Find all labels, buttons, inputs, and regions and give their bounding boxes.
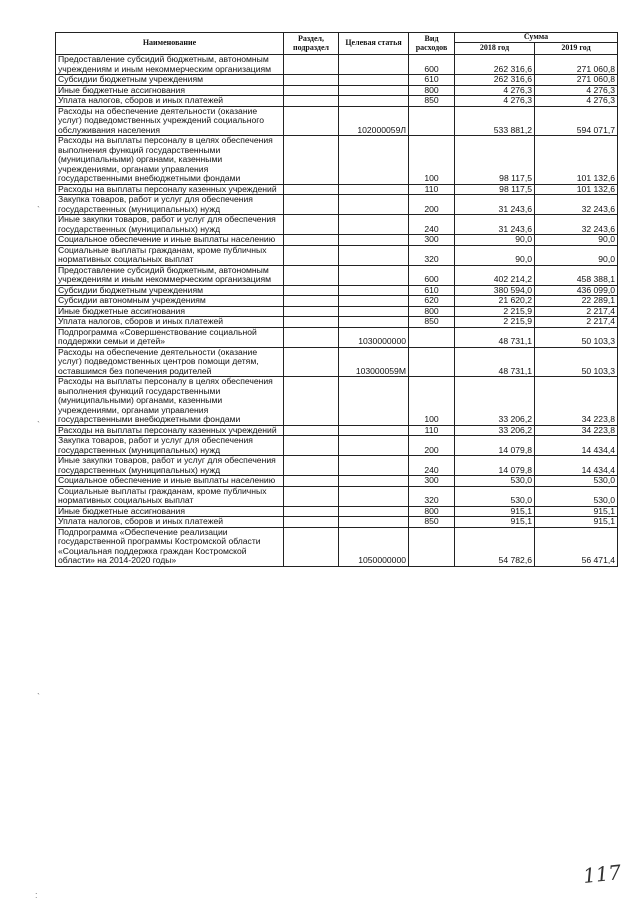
row-sum-2019: 101 132,6 [535,136,618,185]
table-row [56,215,618,235]
row-kind: 850 [409,96,455,107]
row-name: Подпрограмма «Совершенствование социальной поддержки семьи и детей» [56,327,284,347]
row-section [284,136,339,185]
row-target [339,55,409,75]
table-row [56,456,618,476]
row-sum-2019: 14 434,4 [535,436,618,456]
row-name: Иные бюджетные ассигнования [56,85,284,96]
row-sum-2019: 458 388,1 [535,265,618,285]
row-sum-2019: 22 289,1 [535,296,618,307]
row-sum-2019: 56 471,4 [535,527,618,566]
row-target [339,184,409,195]
row-sum-2019: 14 434,4 [535,456,618,476]
row-section [284,347,339,377]
table-row [56,327,618,347]
table-header [56,33,618,55]
row-target: 1030000000 [339,327,409,347]
row-sum-2019: 271 060,8 [535,75,618,86]
row-kind: 610 [409,75,455,86]
row-sum-2019: 32 243,6 [535,195,618,215]
row-name: Расходы на выплаты персоналу казенных учреждений [56,425,284,436]
row-kind: 100 [409,377,455,426]
row-kind: 600 [409,55,455,75]
row-target [339,195,409,215]
row-sum-2019: 32 243,6 [535,215,618,235]
row-section [284,85,339,96]
row-sum-2019: 4 276,3 [535,85,618,96]
row-sum-2018: 4 276,3 [455,85,535,96]
row-kind [409,347,455,377]
row-target [339,296,409,307]
row-target [339,85,409,96]
row-section [284,327,339,347]
table-row [56,436,618,456]
table-row [56,317,618,328]
row-sum-2019: 436 099,0 [535,285,618,296]
row-sum-2019: 271 060,8 [535,55,618,75]
row-target [339,285,409,296]
row-sum-2018: 530,0 [455,486,535,506]
row-name: Расходы на выплаты персоналу казенных учреждений [56,184,284,195]
row-section [284,215,339,235]
row-sum-2019: 530,0 [535,486,618,506]
row-name: Субсидии бюджетным учреждениям [56,285,284,296]
row-target [339,456,409,476]
row-target [339,235,409,246]
row-section [284,96,339,107]
row-section [284,55,339,75]
row-sum-2018: 21 620,2 [455,296,535,307]
header-year-2018: 2018 год [455,43,535,55]
row-sum-2018: 98 117,5 [455,136,535,185]
row-sum-2018: 14 079,8 [455,436,535,456]
row-name: Расходы на обеспечение деятельности (оказание услуг) подведомственных центров помощи детям, оставшимся без попечения родителей [56,347,284,377]
row-target [339,96,409,107]
row-target [339,317,409,328]
row-kind: 240 [409,456,455,476]
row-sum-2019: 34 223,8 [535,377,618,426]
table-row [56,377,618,426]
row-sum-2018: 915,1 [455,506,535,517]
row-sum-2018: 33 206,2 [455,425,535,436]
row-sum-2018: 402 214,2 [455,265,535,285]
scan-mark: ` [37,692,40,702]
table-row [56,306,618,317]
row-target [339,506,409,517]
table-row [56,184,618,195]
page-number: 117 [581,860,623,888]
row-section [284,195,339,215]
row-target [339,306,409,317]
table-row [56,75,618,86]
table-row [56,96,618,107]
row-sum-2018: 31 243,6 [455,215,535,235]
row-sum-2019: 2 217,4 [535,317,618,328]
header-target: Целевая статья [339,33,409,55]
row-target [339,75,409,86]
table-row [56,85,618,96]
row-section [284,306,339,317]
row-sum-2018: 31 243,6 [455,195,535,215]
row-section [284,235,339,246]
row-kind: 100 [409,136,455,185]
row-section [284,517,339,528]
row-name: Расходы на выплаты персоналу в целях обеспечения выполнения функций государственными (муниципальными) органами, казенными учреждениями, органами управления государственными внебюджетными фондами [56,136,284,185]
row-section [284,486,339,506]
row-section [284,265,339,285]
row-kind [409,106,455,136]
table-row [56,235,618,246]
row-sum-2019: 915,1 [535,506,618,517]
header-year-2019: 2019 год [535,43,618,55]
row-name: Закупка товаров, работ и услуг для обеспечения государственных (муниципальных) нужд [56,436,284,456]
row-section [284,476,339,487]
row-target [339,215,409,235]
scan-mark: : [35,890,38,900]
row-section [284,317,339,328]
row-kind: 800 [409,85,455,96]
row-name: Предоставление субсидий бюджетным, автономным учреждениям и иным некоммерческим организациям [56,265,284,285]
header-section: Раздел, подраздел [284,33,339,55]
row-sum-2019: 50 103,3 [535,347,618,377]
row-sum-2018: 90,0 [455,235,535,246]
row-sum-2018: 530,0 [455,476,535,487]
table-row [56,195,618,215]
row-target: 1050000000 [339,527,409,566]
row-name: Предоставление субсидий бюджетным, автономным учреждениям и иным некоммерческим организациям [56,55,284,75]
row-section [284,75,339,86]
row-name: Иные закупки товаров, работ и услуг для обеспечения государственных (муниципальных) нужд [56,215,284,235]
row-name: Уплата налогов, сборов и иных платежей [56,517,284,528]
row-sum-2018: 14 079,8 [455,456,535,476]
row-sum-2019: 101 132,6 [535,184,618,195]
table-row [56,265,618,285]
row-kind: 320 [409,245,455,265]
row-sum-2018: 380 594,0 [455,285,535,296]
row-section [284,436,339,456]
table-row [56,106,618,136]
table-row [56,506,618,517]
table-row [56,285,618,296]
row-sum-2019: 34 223,8 [535,425,618,436]
row-target [339,136,409,185]
row-kind: 850 [409,317,455,328]
row-name: Закупка товаров, работ и услуг для обеспечения государственных (муниципальных) нужд [56,195,284,215]
row-target [339,265,409,285]
row-name: Социальное обеспечение и иные выплаты населению [56,235,284,246]
row-kind: 620 [409,296,455,307]
row-sum-2018: 90,0 [455,245,535,265]
row-sum-2018: 533 881,2 [455,106,535,136]
row-section [284,377,339,426]
row-sum-2019: 4 276,3 [535,96,618,107]
row-sum-2019: 50 103,3 [535,327,618,347]
row-sum-2018: 2 215,9 [455,317,535,328]
row-kind: 800 [409,506,455,517]
row-section [284,527,339,566]
row-sum-2018: 54 782,6 [455,527,535,566]
row-kind [409,527,455,566]
table-row [56,486,618,506]
table-row [56,55,618,75]
row-name: Социальные выплаты гражданам, кроме публичных нормативных социальных выплат [56,486,284,506]
row-kind: 200 [409,436,455,456]
row-target [339,377,409,426]
table-row [56,296,618,307]
row-name: Социальное обеспечение и иные выплаты населению [56,476,284,487]
row-target [339,245,409,265]
scan-mark: ` [37,205,40,215]
row-sum-2019: 90,0 [535,245,618,265]
row-name: Иные бюджетные ассигнования [56,506,284,517]
row-kind: 300 [409,476,455,487]
row-sum-2018: 33 206,2 [455,377,535,426]
row-name: Уплата налогов, сборов и иных платежей [56,317,284,328]
table-row [56,347,618,377]
row-kind: 600 [409,265,455,285]
row-target [339,517,409,528]
row-section [284,245,339,265]
row-name: Субсидии бюджетным учреждениям [56,75,284,86]
row-sum-2018: 98 117,5 [455,184,535,195]
row-sum-2018: 262 316,6 [455,75,535,86]
row-kind: 850 [409,517,455,528]
row-kind: 110 [409,425,455,436]
table-row [56,476,618,487]
row-section [284,506,339,517]
row-target: 102000059Л [339,106,409,136]
row-sum-2019: 90,0 [535,235,618,246]
row-target [339,436,409,456]
row-sum-2018: 4 276,3 [455,96,535,107]
row-sum-2018: 48 731,1 [455,327,535,347]
table-row [56,425,618,436]
table-body [56,55,618,567]
row-section [284,106,339,136]
row-sum-2019: 915,1 [535,517,618,528]
row-target: 103000059М [339,347,409,377]
row-kind: 240 [409,215,455,235]
row-name: Подпрограмма «Обеспечение реализации государственной программы Костромской области «Социальная поддержка граждан Костромской области» на 2014-2020 годы» [56,527,284,566]
row-kind [409,327,455,347]
row-target [339,486,409,506]
row-name: Расходы на обеспечение деятельности (оказание услуг) подведомственных учреждений социального обслуживания населения [56,106,284,136]
row-sum-2019: 594 071,7 [535,106,618,136]
table-row [56,527,618,566]
row-sum-2019: 2 217,4 [535,306,618,317]
table-row [56,517,618,528]
row-target [339,425,409,436]
row-name: Расходы на выплаты персоналу в целях обеспечения выполнения функций государственными (муниципальными) органами, казенными учреждениями, органами управления государственными внебюджетными фондами [56,377,284,426]
header-sum: Сумма [455,33,618,43]
row-kind: 610 [409,285,455,296]
scan-mark: ` [37,420,40,430]
row-sum-2018: 915,1 [455,517,535,528]
row-section [284,456,339,476]
row-name: Социальные выплаты гражданам, кроме публичных нормативных социальных выплат [56,245,284,265]
row-name: Иные закупки товаров, работ и услуг для обеспечения государственных (муниципальных) нужд [56,456,284,476]
table-row [56,245,618,265]
row-sum-2018: 262 316,6 [455,55,535,75]
row-section [284,296,339,307]
header-kind: Вид расходов [409,33,455,55]
header-name: Наименование [56,33,284,55]
row-sum-2018: 48 731,1 [455,347,535,377]
row-kind: 320 [409,486,455,506]
row-kind: 110 [409,184,455,195]
row-section [284,285,339,296]
row-sum-2018: 2 215,9 [455,306,535,317]
table-row [56,136,618,185]
row-kind: 300 [409,235,455,246]
row-kind: 200 [409,195,455,215]
row-section [284,184,339,195]
row-sum-2019: 530,0 [535,476,618,487]
row-name: Иные бюджетные ассигнования [56,306,284,317]
row-target [339,476,409,487]
row-kind: 800 [409,306,455,317]
row-name: Субсидии автономным учреждениям [56,296,284,307]
budget-table [55,32,618,567]
row-section [284,425,339,436]
row-name: Уплата налогов, сборов и иных платежей [56,96,284,107]
